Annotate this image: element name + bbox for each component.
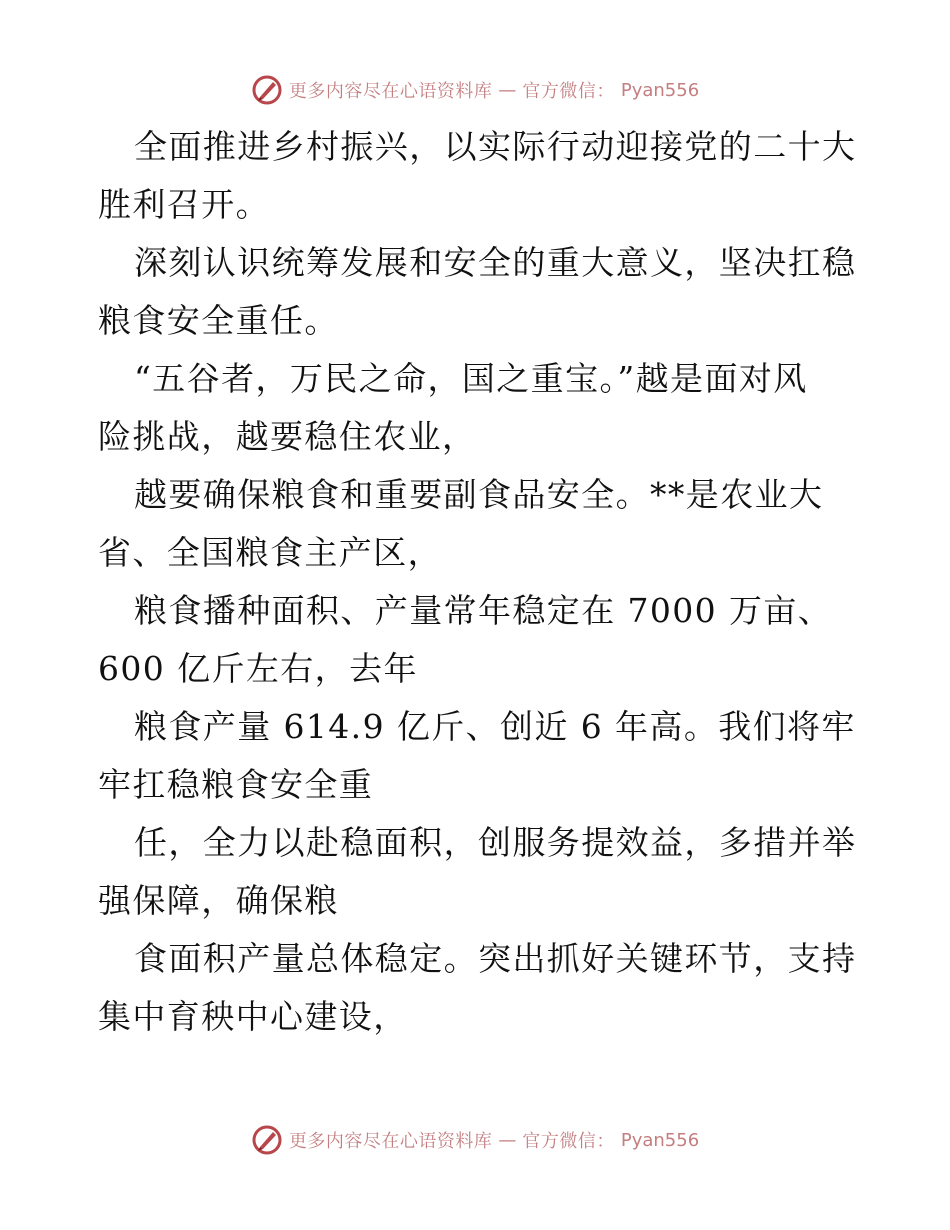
paragraph-line: 粮食产量 614.9 亿斤、创近 6 年高。我们将牢 [134, 707, 856, 746]
watermark-wechat-id: Pyan556 [620, 79, 700, 101]
paragraph-line: 集中育秧中心建设， [98, 997, 408, 1036]
watermark-separator: — [498, 1129, 517, 1151]
pen-logo-icon [251, 1124, 283, 1156]
paragraph-5 [98, 582, 858, 698]
watermark-wechat-label: 官方微信： [522, 1131, 615, 1152]
paragraph-line: 牢扛稳粮食安全重 [98, 765, 374, 804]
paragraph-8 [98, 930, 858, 1046]
paragraph-line: 险挑战，越要稳住农业， [98, 417, 477, 456]
watermark-text: 更多内容尽在心语资料库 [288, 81, 493, 102]
paragraph-line: 越要确保粮食和重要副食品安全。**是农业大 [134, 475, 824, 514]
paragraph-line: 600 亿斤左右，去年 [98, 649, 418, 688]
document-body [98, 118, 858, 1046]
paragraph-line: 强保障，确保粮 [98, 881, 339, 920]
paragraph-1 [98, 118, 858, 234]
paragraph-3 [98, 350, 858, 466]
paragraph-line: 粮食安全重任。 [98, 301, 339, 340]
paragraph-line: 任，全力以赴稳面积，创服务提效益，多措并举 [134, 823, 857, 862]
watermark-text: 更多内容尽在心语资料库 [288, 1131, 493, 1152]
paragraph-6 [98, 698, 858, 814]
watermark-wechat-id: Pyan556 [620, 1129, 700, 1151]
paragraph-2 [98, 234, 858, 350]
paragraph-4 [98, 466, 858, 582]
paragraph-line: 全面推进乡村振兴，以实际行动迎接党的二十大 [134, 127, 857, 166]
paragraph-7 [98, 814, 858, 930]
watermark-wechat-label: 官方微信： [522, 81, 615, 102]
paragraph-line: 深刻认识统筹发展和安全的重大意义，坚决扛稳 [134, 243, 857, 282]
paragraph-line: 胜利召开。 [98, 185, 270, 224]
pen-logo-icon [251, 74, 283, 106]
header-watermark [0, 70, 950, 110]
watermark-separator: — [498, 79, 517, 101]
paragraph-line: 粮食播种面积、产量常年稳定在 7000 万亩、 [134, 591, 833, 630]
footer-watermark [0, 1120, 950, 1160]
paragraph-line: “五谷者，万民之命，国之重宝。”越是面对风 [134, 359, 808, 398]
paragraph-line: 食面积产量总体稳定。突出抓好关键环节，支持 [134, 939, 857, 978]
paragraph-line: 省、全国粮食主产区， [98, 533, 442, 572]
